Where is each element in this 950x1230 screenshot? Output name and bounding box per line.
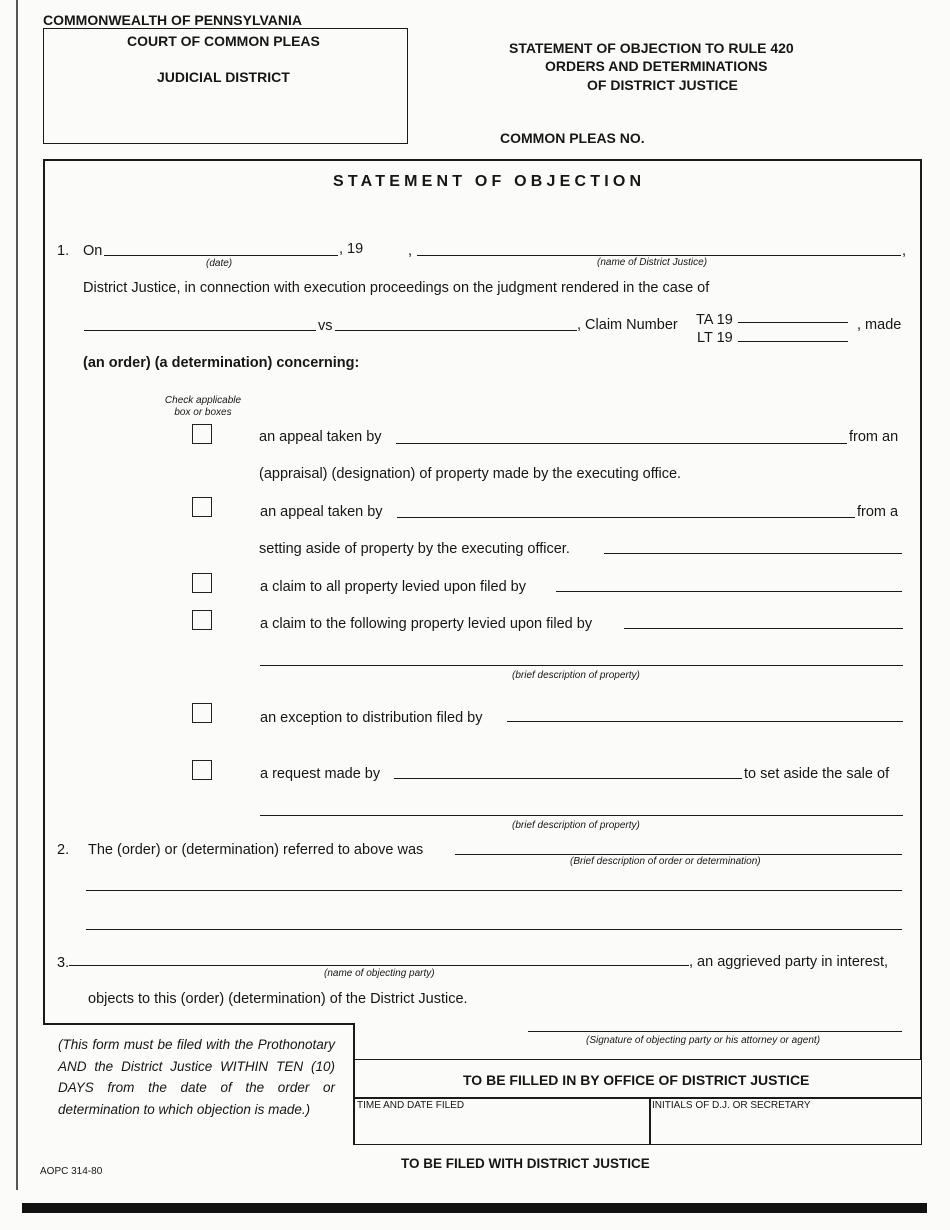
- item1-number: 1.: [57, 243, 70, 259]
- statement-heading: STATEMENT OF OBJECTION: [333, 173, 646, 190]
- main-frame-left: [43, 159, 45, 1024]
- common-pleas-no-label: COMMON PLEAS NO.: [500, 130, 645, 146]
- order-description-field[interactable]: [455, 854, 902, 855]
- item2-number: 2.: [57, 842, 70, 858]
- footer-instruction: TO BE FILED WITH DISTRICT JUSTICE: [401, 1156, 650, 1171]
- appeal-appraisal-end: from an: [849, 429, 899, 445]
- item2-caption: (Brief description of order or determination): [570, 856, 761, 867]
- item3-end: , an aggrieved party in interest,: [689, 954, 889, 970]
- plaintiff-field[interactable]: [84, 330, 316, 331]
- justice-caption: (name of District Justice): [597, 257, 708, 268]
- filing-note: (This form must be filed with the Prothonotary AND the District Justice WITHIN TEN (10) DAYS from the date of the order or determination to which objection is made.): [58, 1037, 335, 1117]
- claim-all-label: a claim to all property levied upon filed by: [260, 579, 526, 595]
- appeal-setting-aside-checkbox[interactable]: [192, 497, 212, 517]
- form-title-line-2: ORDERS AND DETERMINATIONS: [545, 58, 768, 74]
- commonwealth-label: COMMONWEALTH OF PENNSYLVANIA: [43, 12, 302, 28]
- district-justice-name-field[interactable]: [417, 255, 901, 256]
- claim-all-checkbox[interactable]: [192, 573, 212, 593]
- item3-number: 3.: [57, 955, 70, 971]
- signature-field[interactable]: [528, 1031, 902, 1032]
- item3-objects: objects to this (order) (determination) of the District Justice.: [88, 991, 468, 1007]
- office-box-divider: [353, 1097, 922, 1099]
- form-title-line-1: STATEMENT OF OBJECTION TO RULE 420: [509, 40, 794, 56]
- appeal-appraisal-continuation: (appraisal) (designation) of property made by the executing office.: [259, 466, 682, 482]
- office-box-column-divider: [649, 1097, 651, 1145]
- case-sentence: District Justice, in connection with execution proceedings on the judgment rendered in the case of: [83, 280, 710, 296]
- bottom-bar: [22, 1203, 927, 1213]
- appeal-appraisal-field[interactable]: [396, 443, 847, 444]
- initials-label[interactable]: INITIALS OF D.J. OR SECRETARY: [652, 1100, 811, 1111]
- claim-all-field[interactable]: [556, 591, 902, 592]
- exception-label: an exception to distribution filed by: [260, 710, 483, 726]
- request-end: to set aside the sale of: [744, 766, 890, 782]
- made-label: , made: [857, 317, 902, 333]
- note-box-top: [43, 1023, 354, 1025]
- claim-number-label: , Claim Number: [577, 317, 678, 333]
- objecting-party-field[interactable]: [69, 965, 689, 966]
- appeal-setting-aside-field[interactable]: [397, 517, 855, 518]
- check-note-line-2: box or boxes: [174, 407, 232, 418]
- check-note-line-1: Check applicable: [164, 395, 242, 406]
- date-field[interactable]: [104, 255, 338, 256]
- lt-label: LT 19: [697, 330, 733, 346]
- claim-following-field[interactable]: [624, 628, 903, 629]
- main-frame-top: [43, 159, 922, 161]
- appeal-setting-aside-continuation: setting aside of property by the executing officer.: [259, 541, 570, 557]
- exception-checkbox[interactable]: [192, 703, 212, 723]
- signature-caption: (Signature of objecting party or his attorney or agent): [586, 1035, 821, 1046]
- ta-label: TA 19: [696, 312, 733, 328]
- date-caption: (date): [206, 258, 233, 269]
- request-field[interactable]: [394, 778, 742, 779]
- property-caption-1: (brief description of property): [512, 670, 640, 681]
- scan-edge: [16, 0, 18, 1190]
- item1-on-label: On: [83, 243, 103, 259]
- form-title-line-3: OF DISTRICT JUSTICE: [587, 77, 738, 93]
- concerning-label: (an order) (a determination) concerning:: [83, 355, 360, 371]
- order-description-line-3[interactable]: [86, 929, 902, 930]
- claim-following-checkbox[interactable]: [192, 610, 212, 630]
- comma-after-justice: ,: [902, 243, 907, 259]
- main-frame-right: [920, 159, 922, 1059]
- item2-text: The (order) or (determination) referred to above was: [88, 842, 424, 858]
- appeal-appraisal-checkbox[interactable]: [192, 424, 212, 444]
- comma-before-justice: ,: [408, 243, 413, 259]
- vs-label: vs: [318, 318, 333, 334]
- setting-aside-field[interactable]: [604, 553, 902, 554]
- property-description-field-1[interactable]: [260, 665, 903, 666]
- order-description-line-2[interactable]: [86, 890, 902, 891]
- office-box-title: TO BE FILLED IN BY OFFICE OF DISTRICT JUSTICE: [463, 1072, 810, 1088]
- time-date-filed-label[interactable]: TIME AND DATE FILED: [357, 1100, 465, 1111]
- court-label: COURT OF COMMON PLEAS: [127, 33, 320, 49]
- ta-number-field[interactable]: [738, 322, 848, 323]
- appeal-setting-aside-end: from a: [857, 504, 899, 520]
- request-label: a request made by: [260, 766, 381, 782]
- district-label: JUDICIAL DISTRICT: [157, 69, 290, 85]
- lt-number-field[interactable]: [738, 341, 848, 342]
- request-checkbox[interactable]: [192, 760, 212, 780]
- exception-field[interactable]: [507, 721, 903, 722]
- form-code: AOPC 314-80: [40, 1166, 103, 1177]
- property-caption-2: (brief description of property): [512, 820, 640, 831]
- appeal-appraisal-label: an appeal taken by: [259, 429, 382, 445]
- item3-caption: (name of objecting party): [324, 968, 435, 979]
- claim-following-label: a claim to the following property levied upon filed by: [260, 616, 593, 632]
- property-description-field-2[interactable]: [260, 815, 903, 816]
- year-prefix: , 19: [339, 241, 364, 257]
- defendant-field[interactable]: [335, 330, 577, 331]
- appeal-setting-aside-label: an appeal taken by: [260, 504, 383, 520]
